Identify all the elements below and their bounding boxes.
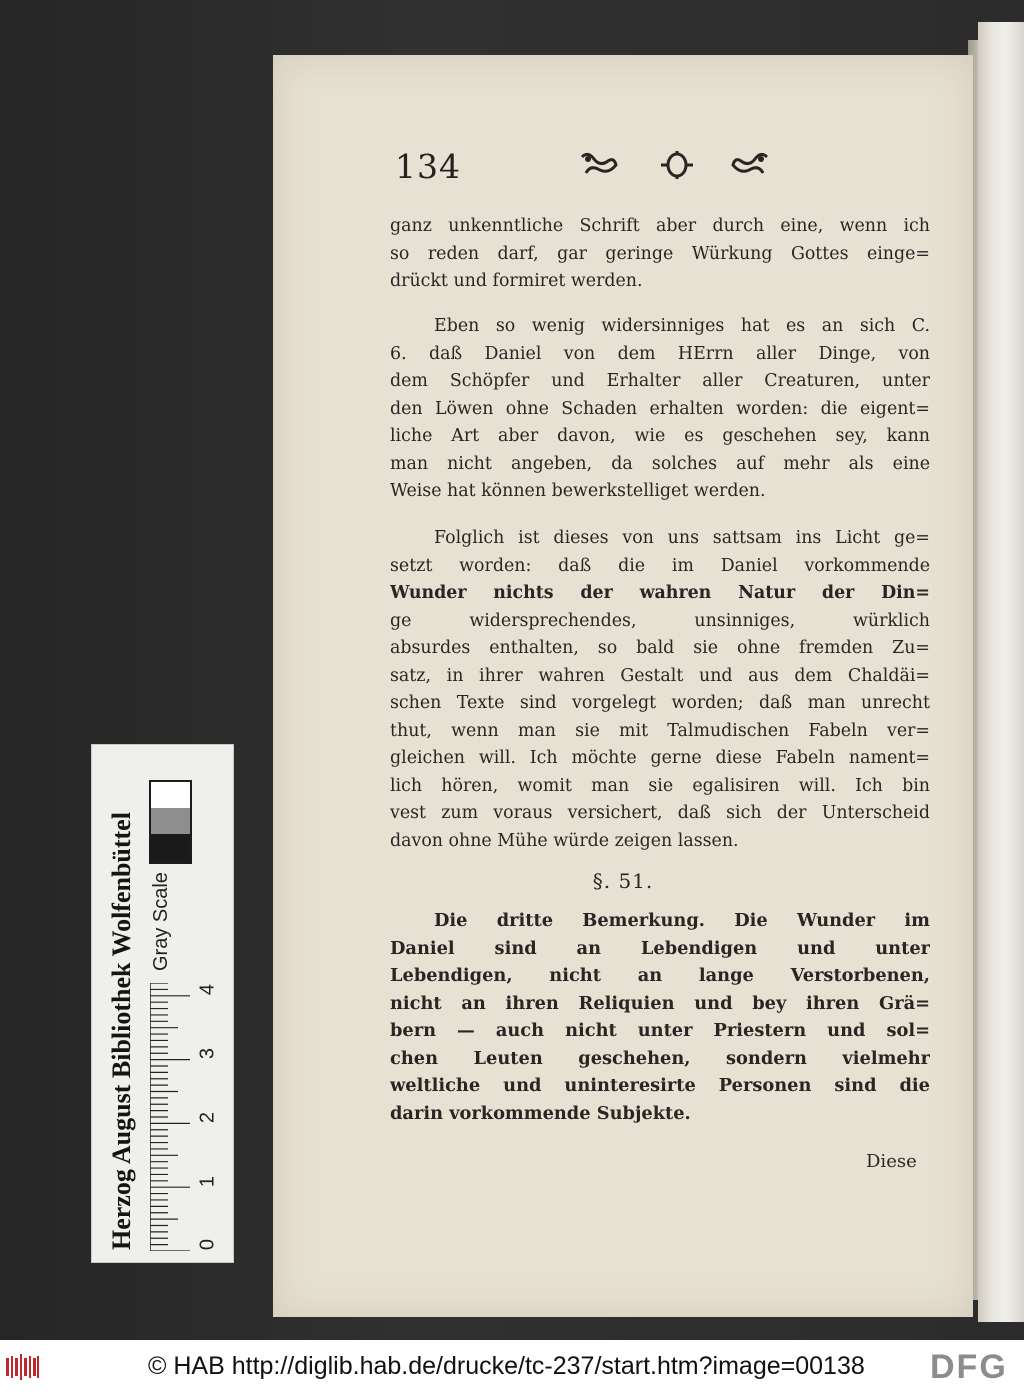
text-line: absurdes enthalten, so bald sie ohne fremden Zu= [390,638,930,658]
text-line: den Löwen ohne Schaden erhalten worden: die eigent= [390,398,930,419]
text-line: bern — auch nicht unter Priestern und sol= [390,1020,930,1041]
text-line: weltliche und uninteresirte Personen sind die [390,1075,930,1096]
text-line: Wunder nichts der wahren Natur der Din= [390,583,930,603]
text-line: setzt worden: daß die im Daniel vorkommende [390,555,930,576]
text-line: nicht an ihren Reliquien und bey ihren Grä= [390,992,930,1014]
text-line: Lebendigen, nicht an lange Verstorbenen, [390,965,930,986]
text-line: Eben so wenig widersinniges hat es an sich C. [434,316,930,336]
paragraph-daniel-lions [390,313,930,506]
book-page [273,55,973,1317]
tick-label: 3 [196,1047,219,1060]
tick-label: 2 [196,1111,219,1124]
ornament-center-icon [657,149,697,181]
barcode-icon [6,1354,40,1380]
text-line: gleichen will. Ich möchte gerne diese Fabeln nament= [390,748,930,768]
text-line: liche Art aber davon, wie es geschehen sey, kann [390,426,930,446]
paragraph-third-remark [390,907,930,1127]
text-line: satz, in ihrer wahren Gestalt und aus dem Chaldäi= [390,665,930,686]
tick-label: 0 [196,1238,219,1251]
text-line: Weise hat können bewerkstelliget werden. [390,481,766,501]
text-line: vest zum voraus versichert, daß sich der Unterscheid [390,803,930,823]
text-line: Folglich ist dieses von uns sattsam ins Licht ge= [434,528,930,548]
text-line: so reden darf, gar geringe Würkung Gottes einge= [390,243,930,264]
gray-scale-label: Gray Scale [150,872,172,971]
text-line: ge widersprechendes, unsinniges, würklich [390,610,930,631]
adjacent-pages [978,22,1024,1322]
paragraph-continuation [390,213,930,296]
text-line: ganz unkenntliche Schrift aber durch eine, wenn ich [390,216,930,236]
section-heading: §. 51. [592,869,654,893]
gray-scale-ruler [91,744,234,1263]
text-line: davon ohne Mühe würde zeigen lassen. [390,830,739,851]
ruler-ticks [150,983,190,1251]
ornament-left-icon [578,149,618,181]
tick-label: 1 [196,1175,219,1188]
text-line: 6. daß Daniel von dem HErrn aller Dinge, von [390,343,930,364]
ornament-right-icon [731,149,771,181]
dfg-logo: DFG [930,1348,1008,1386]
copyright-url[interactable]: © HAB http://diglib.hab.de/drucke/tc-237/start.htm?image=00138 [148,1352,865,1380]
footer-bar [0,1340,1024,1394]
paragraph-conclusion [390,525,930,855]
text-line: Die dritte Bemerkung. Die Wunder im [434,910,930,931]
text-line: man nicht angeben, da solches auf mehr als eine [390,453,930,474]
text-line: lich hören, womit man sie egalisiren will. Ich bin [390,775,930,796]
catchword: Diese [866,1151,917,1172]
text-line: Daniel sind an Lebendigen und unter [390,937,930,959]
text-line: schen Texte sind vorgelegt worden; daß man unrecht [390,693,930,713]
tick-label: 4 [196,983,219,996]
text-line: dem Schöpfer und Erhalter aller Creaturen, unter [390,371,930,391]
text-line: drückt und formiret werden. [390,271,643,291]
library-label: Herzog August Bibliothek Wolfenbüttel [107,812,136,1250]
text-line: darin vorkommende Subjekte. [390,1102,691,1124]
text-line: thut, wenn man sie mit Talmudischen Fabeln ver= [390,720,930,741]
text-line: chen Leuten geschehen, sondern vielmehr [390,1047,930,1069]
page-number: 134 [395,147,461,186]
